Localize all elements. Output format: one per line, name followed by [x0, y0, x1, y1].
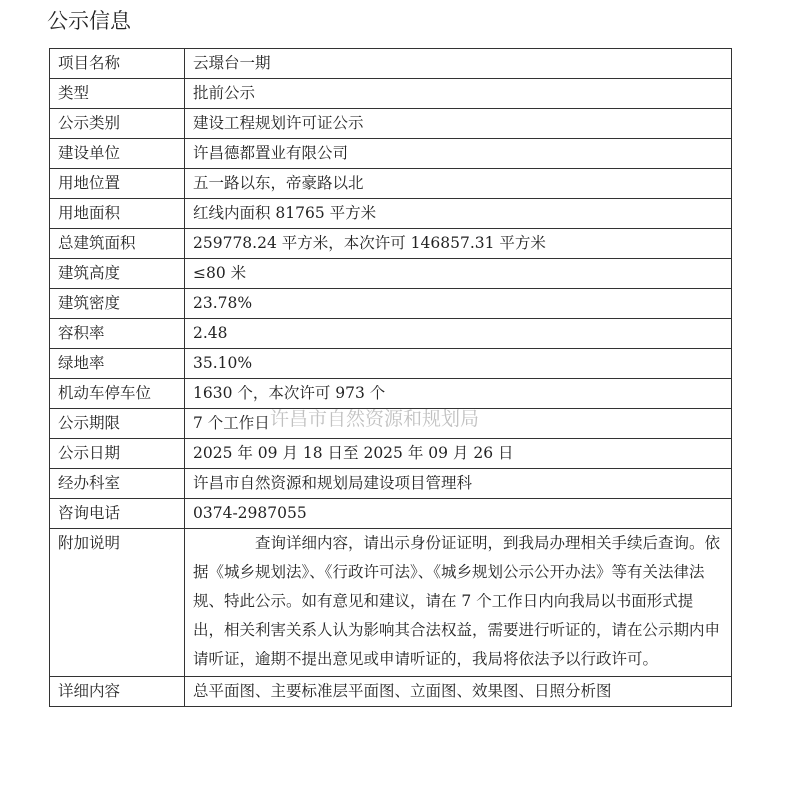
table-row: [50, 139, 732, 169]
table-row: [50, 199, 732, 229]
row-value: 批前公示: [185, 79, 732, 109]
row-label: 建设单位: [50, 139, 185, 169]
table-row: [50, 259, 732, 289]
row-value: 0374-2987055: [185, 499, 732, 529]
row-label: 经办科室: [50, 469, 185, 499]
row-label: 机动车停车位: [50, 379, 185, 409]
row-value: 23.78%: [185, 289, 732, 319]
row-label: 详细内容: [50, 677, 185, 707]
row-label: 附加说明: [50, 529, 185, 677]
watermark-text: 许昌市自然资源和规划局: [270, 408, 480, 430]
page-title: 公示信息: [47, 9, 131, 33]
row-label: 总建筑面积: [50, 229, 185, 259]
table-row: [50, 469, 732, 499]
row-value: 红线内面积 81765 平方米: [185, 199, 732, 229]
table-row: [50, 349, 732, 379]
table-row: [50, 79, 732, 109]
table-row: [50, 499, 732, 529]
info-table-body: [50, 49, 732, 707]
table-row: [50, 229, 732, 259]
row-value-detail: 总平面图、主要标准层平面图、立面图、效果图、日照分析图: [185, 677, 732, 707]
row-value: ≤80 米: [185, 259, 732, 289]
note-text: 查询详细内容，请出示身份证证明，到我局办理相关手续后查询。依据《城乡规划法》、《行政许可法》、《城乡规划公示公开办法》等有关法律法规、特此公示。如有意见和建议，请在 7 个工作日内向我局以书面形式提出，相关利害关系人认为影响其合法权益，需要进行听证的，请在公示期内申请听证，逾期不提出意见或申请听证的，我局将依法予以行政许可。: [193, 534, 721, 668]
table-row: [50, 49, 732, 79]
row-label: 用地位置: [50, 169, 185, 199]
info-table: [49, 48, 732, 707]
row-value: 五一路以东，帝豪路以北: [185, 169, 732, 199]
row-label: 公示日期: [50, 439, 185, 469]
table-row-note: [50, 529, 732, 677]
table-row: [50, 439, 732, 469]
table-row: [50, 379, 732, 409]
row-label: 绿地率: [50, 349, 185, 379]
row-label: 建筑密度: [50, 289, 185, 319]
row-value: 35.10%: [185, 349, 732, 379]
row-value: 许昌德都置业有限公司: [185, 139, 732, 169]
row-label: 容积率: [50, 319, 185, 349]
table-row-detail: [50, 677, 732, 707]
table-row: [50, 109, 732, 139]
row-value: 建设工程规划许可证公示: [185, 109, 732, 139]
row-value: 2.48: [185, 319, 732, 349]
row-value: 云璟台一期: [185, 49, 732, 79]
table-row: [50, 289, 732, 319]
row-label: 用地面积: [50, 199, 185, 229]
row-value: 2025 年 09 月 18 日至 2025 年 09 月 26 日: [185, 439, 732, 469]
row-label: 建筑高度: [50, 259, 185, 289]
row-value: 许昌市自然资源和规划局建设项目管理科: [185, 469, 732, 499]
row-label: 项目名称: [50, 49, 185, 79]
row-label: 公示期限: [50, 409, 185, 439]
row-value: 259778.24 平方米，本次许可 146857.31 平方米: [185, 229, 732, 259]
row-label: 类型: [50, 79, 185, 109]
row-value-note: [185, 529, 732, 677]
row-label: 咨询电话: [50, 499, 185, 529]
table-row: [50, 319, 732, 349]
table-row: [50, 169, 732, 199]
row-label: 公示类别: [50, 109, 185, 139]
row-value: 1630 个，本次许可 973 个: [185, 379, 732, 409]
row-value: 7 个工作日: [185, 409, 732, 439]
table-row: [50, 409, 732, 439]
